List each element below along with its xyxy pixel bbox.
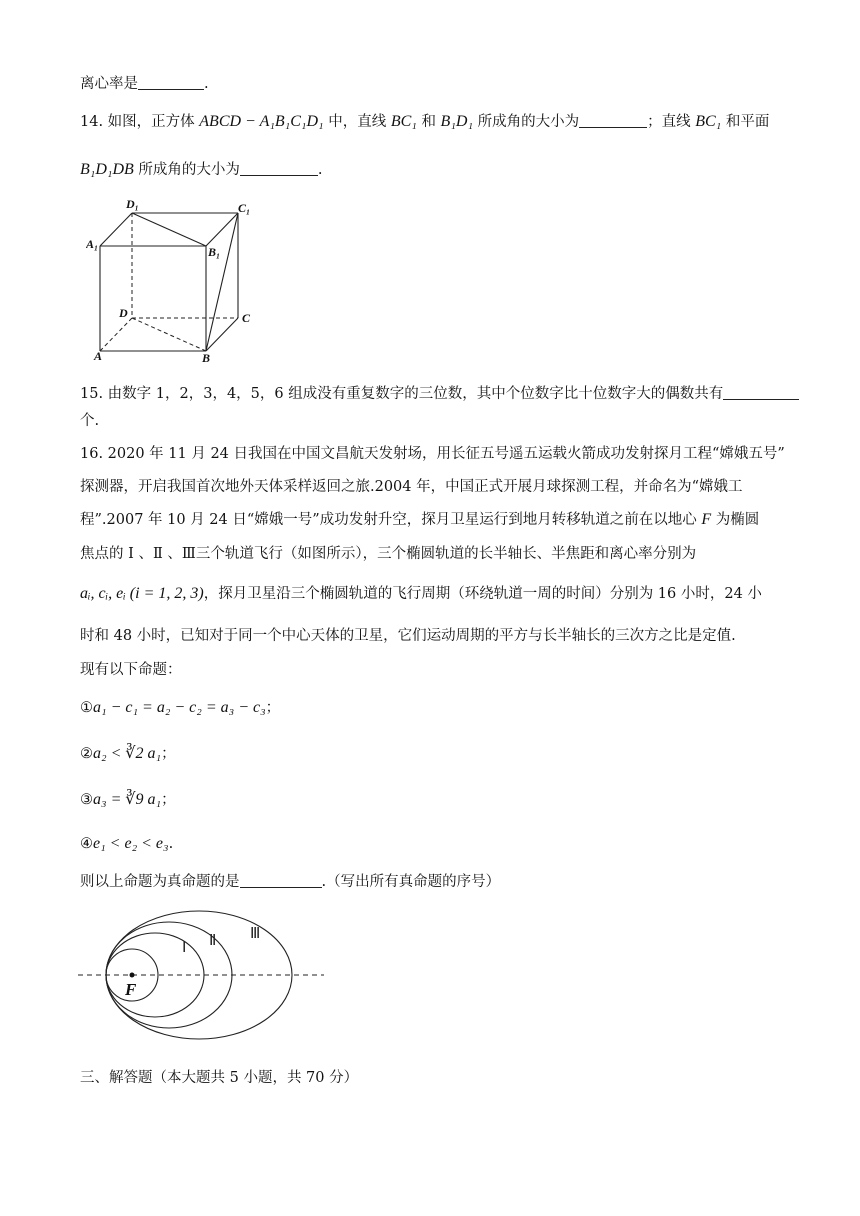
orbit-label-1: Ⅰ <box>182 940 187 956</box>
proposition-3 <box>80 789 176 811</box>
text: 现有以下命题： <box>80 662 182 678</box>
orbit-label-2: Ⅱ <box>209 933 217 949</box>
question-15-line2 <box>80 410 99 432</box>
text: 如图，正方体 <box>107 114 195 130</box>
text: 所成角的大小为 <box>477 114 580 130</box>
question-16-line7 <box>80 659 182 681</box>
answer-blank[interactable] <box>240 873 322 888</box>
answer-blank[interactable] <box>723 385 799 400</box>
answer-blank[interactable] <box>240 161 318 176</box>
math-focus: F <box>701 511 712 528</box>
math-expression: a₁ − c₁ = a₂ − c₂ = a₃ − c₃ <box>93 699 266 716</box>
orbit-figure <box>78 908 328 1048</box>
text: 所成角的大小为 <box>138 162 240 178</box>
previous-question-tail <box>80 73 209 95</box>
text: .（写出所有真命题的序号） <box>321 874 501 890</box>
text: . <box>317 162 323 178</box>
question-15-line1 <box>80 383 799 405</box>
math-variables: aᵢ, cᵢ, eᵢ (i = 1, 2, 3) <box>80 585 204 602</box>
label-B1: B₁ <box>208 245 221 259</box>
proposition-mark: ③ <box>80 792 93 808</box>
answer-blank[interactable] <box>138 75 204 90</box>
text: ； <box>161 746 176 762</box>
math-expression: e₁ < e₂ < e₃ <box>93 835 169 852</box>
question-14-line2 <box>80 159 323 181</box>
answer-blank[interactable] <box>579 113 647 128</box>
text: ，探月卫星沿三个椭圆轨道的飞行周期（环绕轨道一周的时间）分别为 16 小时，24 小 <box>203 586 762 602</box>
proposition-1 <box>80 697 280 719</box>
focus-label: F <box>125 980 137 999</box>
text: 为椭圆 <box>715 512 760 528</box>
question-16-line6 <box>80 625 736 647</box>
text: 三、解答题（本大题共 5 小题，共 70 分） <box>80 1070 359 1086</box>
math-line-bc1: BC₁ <box>695 113 722 130</box>
text: 则以上命题为真命题的是 <box>80 874 240 890</box>
text: 程”.2007 年 10 月 24 日“嫦娥一号”成功发射升空，探月卫星运行到地月转移轨道之前在以地心 <box>80 512 697 528</box>
question-16-line4 <box>80 543 696 565</box>
text: 中，直线 <box>328 114 387 130</box>
question-14-line1 <box>80 111 769 133</box>
section-3-heading <box>80 1067 358 1089</box>
question-16-line3 <box>80 509 759 531</box>
proposition-4 <box>80 833 173 855</box>
text: 个. <box>80 413 100 429</box>
label-A1: A₁ <box>86 237 99 251</box>
text: 和平面 <box>725 114 770 130</box>
question-16-ask <box>80 871 500 893</box>
question-16-line2 <box>80 476 743 498</box>
focus-point <box>130 973 135 978</box>
math-line-bc1: BC₁ <box>390 113 417 130</box>
label-A: A <box>94 349 103 363</box>
proposition-2 <box>80 743 176 765</box>
text: . <box>204 76 209 92</box>
math-plane: B₁D₁DB <box>80 161 134 178</box>
question-16-line1 <box>80 443 785 465</box>
text: 和 <box>421 114 436 130</box>
math-cube-name: ABCD − A₁B₁C₁D₁ <box>199 113 324 130</box>
proposition-mark: ② <box>80 746 93 762</box>
proposition-mark: ④ <box>80 836 93 852</box>
math-expression: a₃ = ∛9 a₁ <box>93 791 162 808</box>
text: ； <box>161 792 176 808</box>
label-C: C <box>242 311 251 325</box>
text: 16. 2020 年 11 月 24 日我国在中国文昌航天发射场，用长征五号遥五运载火箭成功发射探月工程“嫦娥五号” <box>80 446 785 462</box>
math-line-b1d1: B₁D₁ <box>440 113 473 130</box>
label-D1: D₁ <box>126 197 139 211</box>
math-expression: a₂ < ∛2 a₁ <box>93 745 162 762</box>
text: ； <box>265 700 281 716</box>
text: 离心率是 <box>80 76 138 92</box>
text: . <box>168 836 174 852</box>
text: 时和 48 小时，已知对于同一个中心天体的卫星，它们运动周期的平方与长半轴长的三次方之比是定值. <box>80 628 736 644</box>
label-C1: C₁ <box>238 201 251 215</box>
question-16-line5 <box>80 583 762 605</box>
proposition-mark: ① <box>80 700 93 716</box>
text: ；直线 <box>647 114 691 130</box>
text: 焦点的 Ⅰ 、Ⅱ 、Ⅲ三个轨道飞行（如图所示），三个椭圆轨道的长半轴长、半焦距和离心率分别为 <box>80 546 697 562</box>
text: 探测器，开启我国首次地外天体采样返回之旅.2004 年，中国正式开展月球探测工程，并命名为“嫦娥工 <box>80 479 743 495</box>
question-number: 14. <box>80 114 104 130</box>
label-D: D <box>119 306 128 320</box>
label-B: B <box>202 351 211 365</box>
orbit-label-3: Ⅲ <box>250 926 261 942</box>
text: 15. 由数字 1，2，3，4，5，6 组成没有重复数字的三位数，其中个位数字比十位数字大的偶数共有 <box>80 386 724 402</box>
cube-figure <box>86 196 262 368</box>
